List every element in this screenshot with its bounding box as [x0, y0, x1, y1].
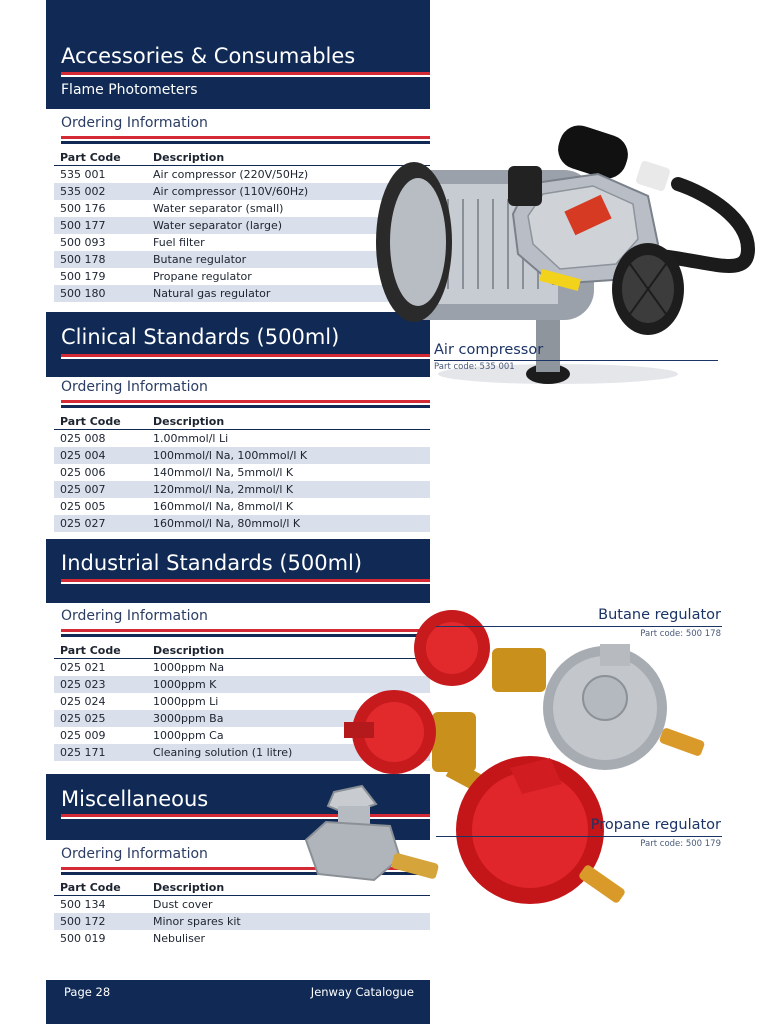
- part-description: 160mmol/l Na, 80mmol/l K: [147, 515, 430, 532]
- table-row: [54, 430, 430, 448]
- part-code: 025 023: [54, 676, 147, 693]
- part-code: 500 176: [60, 202, 106, 215]
- air-compressor-image: [368, 124, 760, 400]
- table-row: [54, 447, 430, 464]
- ordering-info-label: Ordering Information: [61, 379, 208, 395]
- regulators-image: [300, 608, 730, 920]
- part-code: 500 172: [54, 913, 147, 930]
- column-header: Description: [147, 880, 430, 896]
- propane-caption-rule: [436, 836, 722, 837]
- part-code: 500 134: [60, 898, 106, 911]
- propane-caption-code: Part code: 500 179: [640, 839, 721, 849]
- part-code: 025 007: [54, 481, 147, 498]
- ordering-info-label: Ordering Information: [61, 115, 208, 131]
- part-description: 120mmol/l Na, 2mmol/l K: [147, 481, 430, 498]
- butane-caption-code: Part code: 500 178: [640, 629, 721, 639]
- catalogue-name: Jenway Catalogue: [310, 985, 414, 999]
- table-row: [54, 515, 430, 532]
- section-subtitle: Flame Photometers: [61, 82, 198, 98]
- column-header: Description: [147, 414, 430, 430]
- table-row: [54, 481, 430, 498]
- part-description: Nebuliser: [153, 932, 206, 945]
- ordering-stripe: [61, 400, 430, 409]
- butane-caption-rule: [436, 626, 722, 627]
- section-header-industrial: [46, 539, 430, 603]
- part-description: Fuel filter: [153, 236, 205, 249]
- part-description: Air compressor (220V/50Hz): [153, 168, 309, 181]
- part-description: Butane regulator: [147, 251, 430, 268]
- section-title: Clinical Standards (500ml): [61, 325, 340, 349]
- part-description: 1000ppm Li: [153, 695, 219, 708]
- section-title: Industrial Standards (500ml): [61, 551, 363, 575]
- part-code: 500 177: [54, 217, 147, 234]
- column-header: Part Code: [54, 150, 147, 166]
- part-code: 025 027: [54, 515, 147, 532]
- part-description: 100mmol/l Na, 100mmol/l K: [147, 447, 430, 464]
- compressor-caption-rule: [434, 360, 718, 361]
- table-row: [54, 498, 430, 515]
- header-stripe: [61, 579, 430, 589]
- column-header: Description: [147, 643, 430, 659]
- column-header: Description: [147, 150, 430, 166]
- section-title: Accessories & Consumables: [61, 44, 356, 68]
- compressor-caption-title: Air compressor: [434, 342, 544, 358]
- header-stripe: [61, 72, 430, 82]
- part-description: 1000ppm Na: [153, 661, 225, 674]
- part-description: Propane regulator: [153, 270, 252, 283]
- column-header: Part Code: [54, 880, 147, 896]
- part-code: 025 005: [60, 500, 106, 513]
- part-code: 500 178: [54, 251, 147, 268]
- table-row: [54, 464, 430, 481]
- part-code: 025 008: [60, 432, 106, 445]
- part-description: Natural gas regulator: [147, 285, 430, 302]
- section-title: Miscellaneous: [61, 787, 209, 811]
- part-code: 025 025: [54, 710, 147, 727]
- part-description: 160mmol/l Na, 8mmol/l K: [153, 500, 294, 513]
- part-description: Dust cover: [153, 898, 213, 911]
- parts-table: [54, 414, 430, 532]
- part-description: 1.00mmol/l Li: [153, 432, 229, 445]
- compressor-caption-code: Part code: 535 001: [434, 362, 515, 372]
- part-code: 025 021: [60, 661, 106, 674]
- ordering-info-label: Ordering Information: [61, 846, 208, 862]
- part-code: 025 024: [60, 695, 106, 708]
- part-code: 025 004: [54, 447, 147, 464]
- part-code: 535 001: [60, 168, 106, 181]
- ordering-block-clinical: [46, 377, 430, 537]
- part-description: 1000ppm Ca: [153, 729, 224, 742]
- part-description: Water separator (small): [153, 202, 284, 215]
- part-description: Minor spares kit: [147, 913, 430, 930]
- part-description: Cleaning solution (1 litre): [147, 744, 430, 761]
- part-description: Air compressor (110V/60Hz): [147, 183, 430, 200]
- part-description: Water separator (large): [147, 217, 430, 234]
- part-code: 025 009: [60, 729, 106, 742]
- part-code: 500 093: [60, 236, 106, 249]
- butane-caption-title: Butane regulator: [598, 607, 721, 623]
- column-header: Part Code: [54, 414, 147, 430]
- table-row: [54, 930, 430, 947]
- part-code: 535 002: [54, 183, 147, 200]
- part-description: 140mmol/l Na, 5mmol/l K: [153, 466, 294, 479]
- propane-caption-title: Propane regulator: [590, 817, 721, 833]
- page-footer: [46, 980, 430, 1024]
- section-header-accessories: [46, 0, 430, 109]
- part-description: 3000ppm Ba: [147, 710, 430, 727]
- part-code: 025 006: [60, 466, 106, 479]
- part-code: 500 180: [54, 285, 147, 302]
- table-header-row: [54, 414, 430, 430]
- part-code: 500 179: [60, 270, 106, 283]
- page-number: Page 28: [64, 985, 111, 999]
- column-header: Part Code: [54, 643, 147, 659]
- part-code: 500 019: [60, 932, 106, 945]
- part-code: 025 171: [54, 744, 147, 761]
- ordering-info-label: Ordering Information: [61, 608, 208, 624]
- part-description: 1000ppm K: [147, 676, 430, 693]
